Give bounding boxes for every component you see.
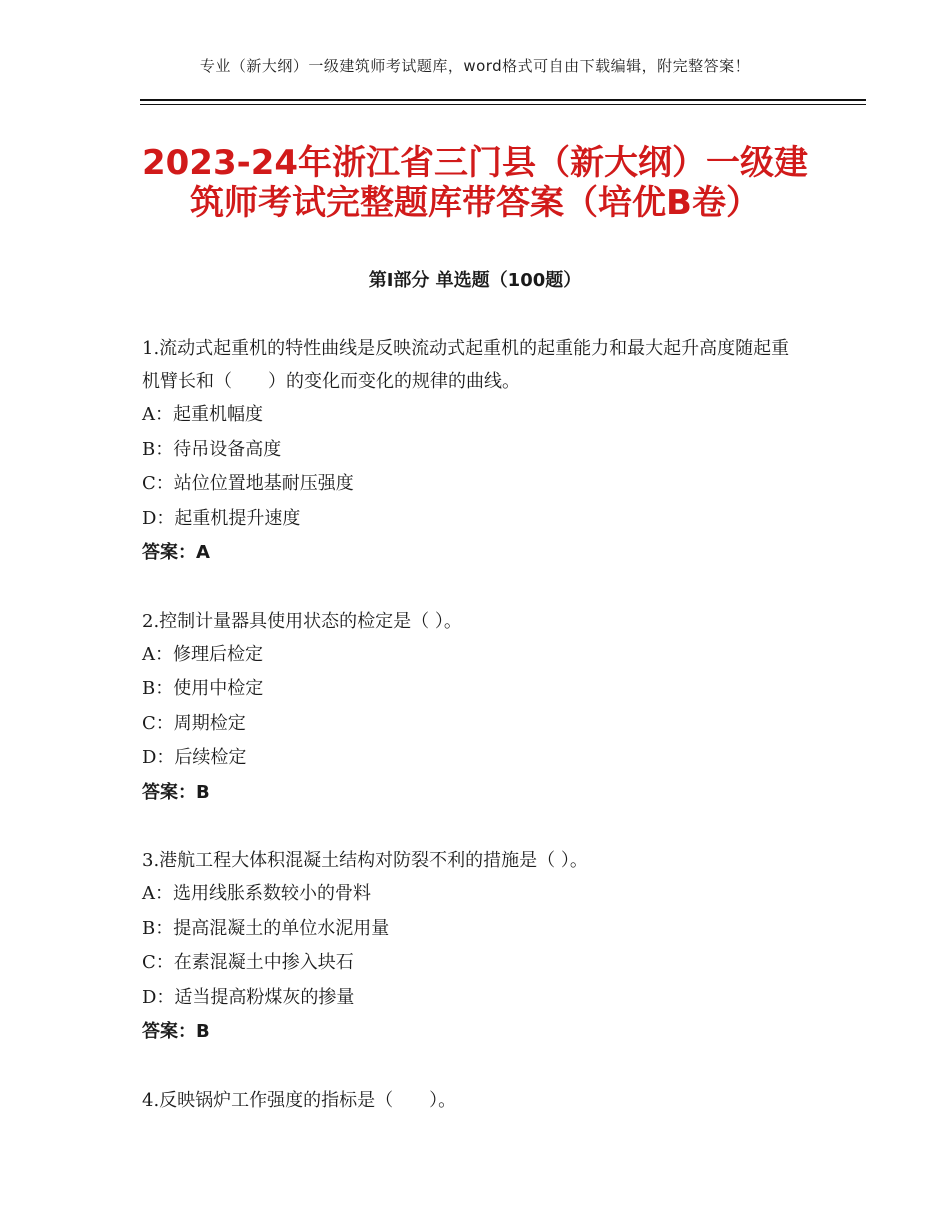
- option-d: D：后续检定: [142, 747, 247, 768]
- question-2: [142, 605, 802, 811]
- header-rule-thin: [140, 104, 866, 105]
- option-a: A：修理后检定: [142, 643, 263, 665]
- option-b: B：待吊设备高度: [142, 438, 282, 460]
- option-b: B：提高混凝土的单位水泥用量: [142, 917, 390, 939]
- answer: 答案：B: [142, 1021, 210, 1042]
- option-a: A：起重机幅度: [142, 404, 263, 425]
- question-4: [142, 1084, 802, 1117]
- title-line-1: 2023-24年浙江省三门县（新大纲）一级建: [141, 143, 809, 183]
- answer: 答案：A: [142, 542, 210, 563]
- option-c: C：站位位置地基耐压强度: [142, 473, 354, 494]
- option-a: A：选用线胀系数较小的骨料: [142, 883, 371, 904]
- question-stem: 1.流动式起重机的特性曲线是反映流动式起重机的起重能力和最大起升高度随起重机臂长和（ ）的变化而变化的规律的曲线。: [142, 338, 790, 392]
- question-stem: 4.反映锅炉工作强度的指标是（ ）。: [142, 1089, 457, 1111]
- header-rule-thick: [140, 99, 866, 101]
- section-heading: 第Ⅰ部分 单选题（100题）: [368, 270, 582, 291]
- question-stem: 3.港航工程大体积混凝土结构对防裂不利的措施是（ ）。: [142, 850, 588, 871]
- page-header: 专业（新大纲）一级建筑师考试题库，word格式可自由下载编辑，附完整答案！: [199, 57, 751, 75]
- option-c: C：在素混凝土中掺入块石: [142, 952, 354, 973]
- option-b: B：使用中检定: [142, 678, 264, 699]
- option-c: C：周期检定: [142, 712, 246, 734]
- question-3: [142, 844, 802, 1050]
- option-d: D：适当提高粉煤灰的掺量: [142, 986, 355, 1008]
- option-d: D：起重机提升速度: [142, 507, 301, 529]
- question-list: [142, 332, 802, 1117]
- question-stem: 2.控制计量器具使用状态的检定是（ ）。: [142, 610, 462, 632]
- document-title: [120, 143, 830, 223]
- answer: 答案：B: [142, 781, 210, 803]
- question-1: [142, 332, 802, 571]
- title-line-2: 筑师考试完整题库带答案（培优B卷）: [190, 183, 760, 223]
